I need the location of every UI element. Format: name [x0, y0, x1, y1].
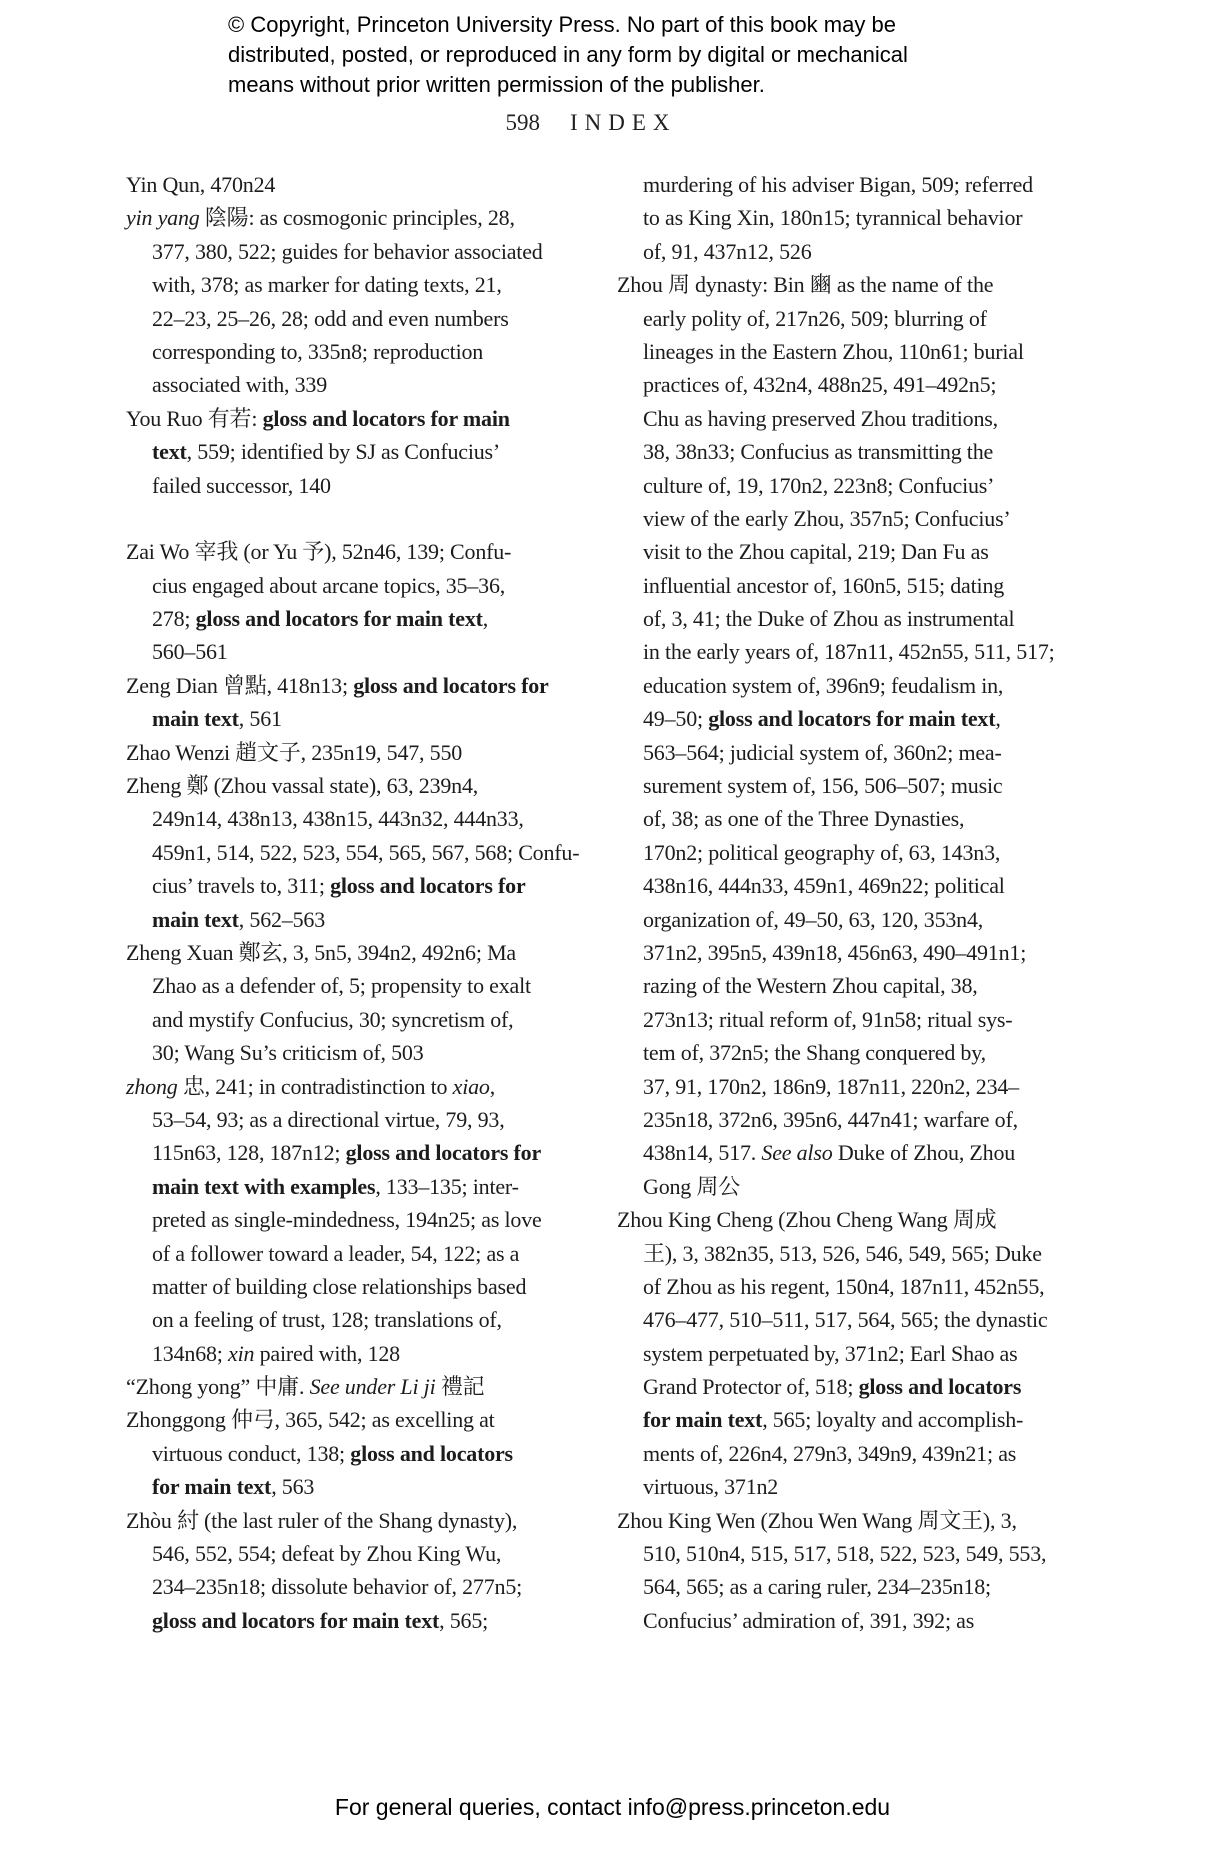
index-line — [126, 1303, 601, 1336]
index-text-segment: zhong — [126, 1073, 178, 1099]
index-line — [617, 1403, 1092, 1436]
index-blank-line — [126, 502, 601, 535]
index-text-segment: Gong 周公 — [643, 1173, 740, 1199]
index-text-segment: , 561 — [238, 706, 282, 732]
index-line — [126, 869, 601, 902]
index-line — [617, 268, 1092, 301]
index-line — [617, 869, 1092, 902]
index-text-segment: murdering of his adviser Bigan, 509; referred — [643, 172, 1033, 197]
index-text-segment: for main text — [643, 1407, 763, 1433]
index-line — [126, 1337, 601, 1370]
index-line — [617, 903, 1092, 936]
index-text-segment: Yin Qun, 470n24 — [126, 172, 276, 197]
index-line — [617, 969, 1092, 1002]
index-text-segment: razing of the Western Zhou capital, 38, — [643, 973, 978, 999]
copyright-line-3: means without prior written permission of the publisher. — [228, 72, 765, 97]
index-column — [126, 168, 601, 1637]
index-text-segment: cius engaged about arcane topics, 35–36, — [152, 572, 506, 598]
index-text-segment: 49–50; — [643, 706, 709, 732]
index-text-segment: ments of, 226n4, 279n3, 349n9, 439n21; as — [643, 1440, 1017, 1466]
index-line — [126, 235, 601, 268]
index-line — [126, 368, 601, 401]
index-line — [126, 1504, 601, 1537]
index-text-segment: 235n18, 372n6, 395n6, 447n41; warfare of, — [643, 1106, 1018, 1132]
index-text-segment: education system of, 396n9; feudalism in, — [643, 672, 1004, 698]
index-line — [126, 1370, 601, 1403]
index-text-segment: 忠, 241; in contradistinction to — [177, 1073, 453, 1099]
index-line — [617, 769, 1092, 802]
index-text-segment: 53–54, 93; as a directional virtue, 79, 93, — [152, 1106, 505, 1132]
index-text-segment: xiao — [452, 1073, 490, 1099]
index-line — [617, 669, 1092, 702]
index-text-segment: gloss and locators for main text — [708, 706, 996, 732]
index-text-segment: organization of, 49–50, 63, 120, 353n4, — [643, 906, 984, 932]
index-text-segment: 560–561 — [152, 639, 228, 665]
copyright-notice — [228, 10, 908, 100]
index-line — [126, 535, 601, 568]
index-line — [617, 1303, 1092, 1336]
index-line — [126, 335, 601, 368]
index-line — [617, 1003, 1092, 1036]
index-text-segment: Zhòu 紂 (the last ruler of the Shang dynasty), — [126, 1507, 518, 1533]
index-text-segment: gloss and locators for main text — [195, 606, 483, 632]
index-text-segment: 134n68; — [152, 1340, 229, 1366]
index-line — [617, 235, 1092, 268]
index-line — [617, 435, 1092, 468]
index-text-segment: Zhou King Cheng (Zhou Cheng Wang 周成 — [617, 1207, 997, 1233]
index-text-segment: , 563 — [271, 1474, 315, 1500]
copyright-line-1: © Copyright, Princeton University Press. No part of this book may be — [228, 12, 896, 37]
index-text-segment: Chu as having preserved Zhou traditions, — [643, 405, 998, 431]
index-line — [126, 1537, 601, 1570]
index-line — [126, 1570, 601, 1603]
index-text-segment: surement system of, 156, 506–507; music — [643, 773, 1003, 799]
index-text-segment: Zhonggong 仲弓, 365, 542; as excelling at — [126, 1407, 495, 1433]
index-text-segment: 王), 3, 382n35, 513, 526, 546, 549, 565; Duke — [643, 1240, 1042, 1266]
index-line — [617, 469, 1092, 502]
index-text-segment: , 565; — [439, 1607, 489, 1633]
index-text-segment: gloss and locators for — [345, 1140, 542, 1166]
index-text-segment: of, 3, 41; the Duke of Zhou as instrumental — [643, 606, 1015, 632]
index-text-segment: 371n2, 395n5, 439n18, 456n63, 490–491n1; — [643, 939, 1027, 965]
index-text-segment: with, 378; as marker for dating texts, 21, — [152, 272, 502, 298]
index-line — [617, 1470, 1092, 1503]
index-line — [617, 502, 1092, 535]
index-line — [617, 168, 1092, 201]
index-text-segment: tem of, 372n5; the Shang conquered by, — [643, 1040, 986, 1066]
header-title: INDEX — [569, 110, 677, 135]
index-text-segment: 22–23, 25–26, 28; odd and even numbers — [152, 305, 509, 331]
index-line — [126, 736, 601, 769]
index-text-segment: early polity of, 217n26, 509; blurring of — [643, 305, 987, 331]
index-line — [126, 635, 601, 668]
index-text-segment: , 559; identified by SJ as Confucius’ — [186, 439, 501, 465]
index-text-segment: gloss and locators for main — [262, 405, 510, 431]
index-text-segment: You Ruo 有若: — [126, 405, 263, 431]
index-line — [617, 368, 1092, 401]
index-text-segment: Zhao as a defender of, 5; propensity to exalt — [152, 973, 531, 999]
index-text-segment: 115n63, 128, 187n12; — [152, 1140, 346, 1166]
index-text-segment: , 562–563 — [238, 906, 325, 932]
index-line — [126, 268, 601, 301]
index-text-segment: Zheng Xuan 鄭玄, 3, 5n5, 394n2, 492n6; Ma — [126, 939, 516, 965]
index-line — [617, 1437, 1092, 1470]
index-text-segment: corresponding to, 335n8; reproduction — [152, 338, 484, 364]
index-text-segment: 438n16, 444n33, 459n1, 469n22; political — [643, 873, 1005, 899]
index-line — [126, 1470, 601, 1503]
index-text-segment: view of the early Zhou, 357n5; Confucius’ — [643, 505, 1011, 531]
index-line — [126, 435, 601, 468]
index-line — [126, 168, 601, 201]
index-text-segment: 249n14, 438n13, 438n15, 443n32, 444n33, — [152, 806, 524, 832]
index-line — [126, 1604, 601, 1637]
index-line — [126, 969, 601, 1002]
index-text-segment: , — [995, 706, 1001, 732]
index-line — [617, 201, 1092, 234]
index-text-segment: of Zhou as his regent, 150n4, 187n11, 452n55, — [643, 1273, 1045, 1299]
index-text-segment: influential ancestor of, 160n5, 515; dating — [643, 572, 1005, 598]
index-line — [126, 669, 601, 702]
page-header — [126, 110, 1056, 136]
index-text-segment: 546, 552, 554; defeat by Zhou King Wu, — [152, 1541, 502, 1567]
index-text-segment: , — [489, 1073, 496, 1099]
page-number: 598 — [505, 110, 540, 135]
index-text-segment: of, 38; as one of the Three Dynasties, — [643, 806, 965, 832]
index-text-segment: “Zhong yong” 中庸. — [126, 1374, 310, 1400]
index-line — [126, 1403, 601, 1436]
index-line — [617, 1237, 1092, 1270]
index-text-segment: 438n14, 517. — [643, 1140, 762, 1166]
index-line — [617, 1270, 1092, 1303]
index-line — [126, 602, 601, 635]
index-text-segment: 510, 510n4, 515, 517, 518, 522, 523, 549, 553, — [643, 1541, 1047, 1567]
index-text-segment: virtuous conduct, 138; — [152, 1440, 351, 1466]
index-line — [617, 335, 1092, 368]
index-line — [126, 836, 601, 869]
index-text-segment: See also — [761, 1140, 833, 1166]
index-text-segment: , 565; loyalty and accomplish- — [762, 1407, 1024, 1433]
index-text-segment: Confucius’ admiration of, 391, 392; as — [643, 1607, 975, 1633]
index-line — [617, 1036, 1092, 1069]
index-text-segment: text — [152, 439, 187, 465]
index-line — [126, 1103, 601, 1136]
index-text-segment: of a follower toward a leader, 54, 122; as a — [152, 1240, 520, 1266]
index-text-segment: gloss and locators — [858, 1374, 1022, 1400]
index-text-segment: Duke of Zhou, Zhou — [832, 1140, 1016, 1166]
index-text-segment: gloss and locators — [350, 1440, 513, 1466]
index-line — [617, 1604, 1092, 1637]
index-text-segment: , 133–135; inter- — [375, 1173, 519, 1199]
index-text-segment: 563–564; judicial system of, 360n2; mea- — [643, 739, 1002, 765]
index-text-segment: 170n2; political geography of, 63, 143n3, — [643, 839, 1001, 865]
index-line — [617, 569, 1092, 602]
index-text-segment: 459n1, 514, 522, 523, 554, 565, 567, 568; Confu- — [152, 839, 580, 865]
index-text-segment: virtuous, 371n2 — [643, 1474, 779, 1500]
index-text-segment: main text — [152, 906, 239, 932]
index-text-segment: main text with examples — [152, 1173, 376, 1199]
index-text-segment: system perpetuated by, 371n2; Earl Shao as — [643, 1340, 1018, 1366]
index-text-segment: 禮記 — [435, 1374, 485, 1400]
index-text-segment: , — [482, 606, 489, 632]
index-line — [617, 1103, 1092, 1136]
index-line — [126, 469, 601, 502]
index-text-segment: See under Li ji — [309, 1374, 436, 1400]
index-line — [126, 1070, 601, 1103]
index-text-segment: 273n13; ritual reform of, 91n58; ritual sys- — [643, 1006, 1013, 1032]
index-text-segment: 377, 380, 522; guides for behavior associated — [152, 238, 543, 264]
index-line — [617, 1504, 1092, 1537]
index-line — [617, 1203, 1092, 1236]
index-text-segment: 37, 91, 170n2, 186n9, 187n11, 220n2, 234– — [643, 1073, 1019, 1099]
index-line — [617, 1170, 1092, 1203]
index-text-segment: 476–477, 510–511, 517, 564, 565; the dynastic — [643, 1307, 1048, 1333]
index-text-segment: Zai Wo 宰我 (or Yu 予), 52n46, 139; Confu- — [126, 539, 512, 565]
index-line — [617, 1070, 1092, 1103]
index-text-segment: lineages in the Eastern Zhou, 110n61; burial — [643, 338, 1024, 364]
index-text-segment: failed successor, 140 — [152, 472, 331, 498]
index-text-segment: visit to the Zhou capital, 219; Dan Fu as — [643, 539, 989, 565]
index-text-segment: Zhao Wenzi 趙文子, 235n19, 547, 550 — [126, 739, 463, 765]
index-line — [617, 1370, 1092, 1403]
index-text-segment: preted as single-mindedness, 194n25; as love — [152, 1207, 542, 1233]
index-text-segment: yin yang — [126, 205, 200, 231]
index-line — [617, 602, 1092, 635]
index-text-segment: Grand Protector of, 518; — [643, 1374, 859, 1400]
index-line — [617, 302, 1092, 335]
index-text-segment: cius’ travels to, 311; — [152, 873, 331, 899]
index-text-segment: practices of, 432n4, 488n25, 491–492n5; — [643, 372, 997, 398]
index-text-segment: and mystify Confucius, 30; syncretism of, — [152, 1006, 514, 1032]
index-line — [617, 836, 1092, 869]
index-line — [617, 1570, 1092, 1603]
index-line — [126, 1270, 601, 1303]
index-text-segment: 陰陽: as cosmogonic principles, 28, — [199, 205, 515, 231]
index-line — [617, 635, 1092, 668]
index-text-segment: matter of building close relationships based — [152, 1273, 527, 1299]
index-line — [126, 936, 601, 969]
index-line — [617, 535, 1092, 568]
index-text-segment: gloss and locators for — [330, 873, 526, 899]
index-text-segment: 564, 565; as a caring ruler, 234–235n18; — [643, 1574, 991, 1600]
index-line — [126, 1437, 601, 1470]
index-line — [126, 802, 601, 835]
index-line — [126, 402, 601, 435]
index-line — [126, 1036, 601, 1069]
index-text-segment: for main text — [152, 1474, 272, 1500]
index-text-segment: 234–235n18; dissolute behavior of, 277n5; — [152, 1574, 523, 1600]
index-line — [126, 702, 601, 735]
index-text-segment: 278; — [152, 606, 196, 632]
index-line — [126, 1237, 601, 1270]
index-text-segment: Zhou King Wen (Zhou Wen Wang 周文王), 3, — [617, 1507, 1017, 1533]
index-line — [617, 736, 1092, 769]
index-column — [617, 168, 1092, 1637]
index-line — [126, 201, 601, 234]
index-line — [126, 302, 601, 335]
index-text-segment: 38, 38n33; Confucius as transmitting the — [643, 439, 994, 465]
index-text-segment: Zheng 鄭 (Zhou vassal state), 63, 239n4, — [126, 773, 479, 799]
index-text-segment: main text — [152, 706, 239, 732]
index-line — [126, 569, 601, 602]
index-line — [126, 1203, 601, 1236]
index-text-segment: xin — [228, 1340, 255, 1366]
index-text-segment: to as King Xin, 180n15; tyrannical behavior — [643, 205, 1023, 231]
index-text-segment: Zeng Dian 曾點, 418n13; — [126, 672, 354, 698]
index-text-segment: Zhou 周 dynasty: Bin 豳 as the name of the — [617, 272, 994, 298]
index-text-segment: gloss and locators for — [353, 672, 549, 698]
index-line — [617, 402, 1092, 435]
footer-contact: For general queries, contact info@press.princeton.edu — [334, 1794, 891, 1820]
index-text-segment: associated with, 339 — [152, 372, 328, 398]
index-line — [126, 1003, 601, 1036]
index-text-segment: culture of, 19, 170n2, 223n8; Confucius’ — [643, 472, 995, 498]
index-line — [617, 1337, 1092, 1370]
index-text-segment: in the early years of, 187n11, 452n55, 511, 517; — [643, 639, 1055, 665]
index-line — [126, 1170, 601, 1203]
copyright-line-2: distributed, posted, or reproduced in any form by digital or mechanical — [228, 42, 908, 67]
index-text-segment: gloss and locators for main text — [152, 1607, 440, 1633]
index-line — [617, 1136, 1092, 1169]
index-line — [617, 702, 1092, 735]
index-line — [126, 903, 601, 936]
index-text-segment: on a feeling of trust, 128; translations of, — [152, 1307, 502, 1333]
index-line — [617, 1537, 1092, 1570]
index-line — [126, 1136, 601, 1169]
index-line — [617, 936, 1092, 969]
index-text-segment: of, 91, 437n12, 526 — [643, 238, 812, 264]
index-text-segment: paired with, 128 — [254, 1340, 400, 1366]
index-text-segment: 30; Wang Su’s criticism of, 503 — [152, 1040, 424, 1066]
index-line — [617, 802, 1092, 835]
index-line — [126, 769, 601, 802]
